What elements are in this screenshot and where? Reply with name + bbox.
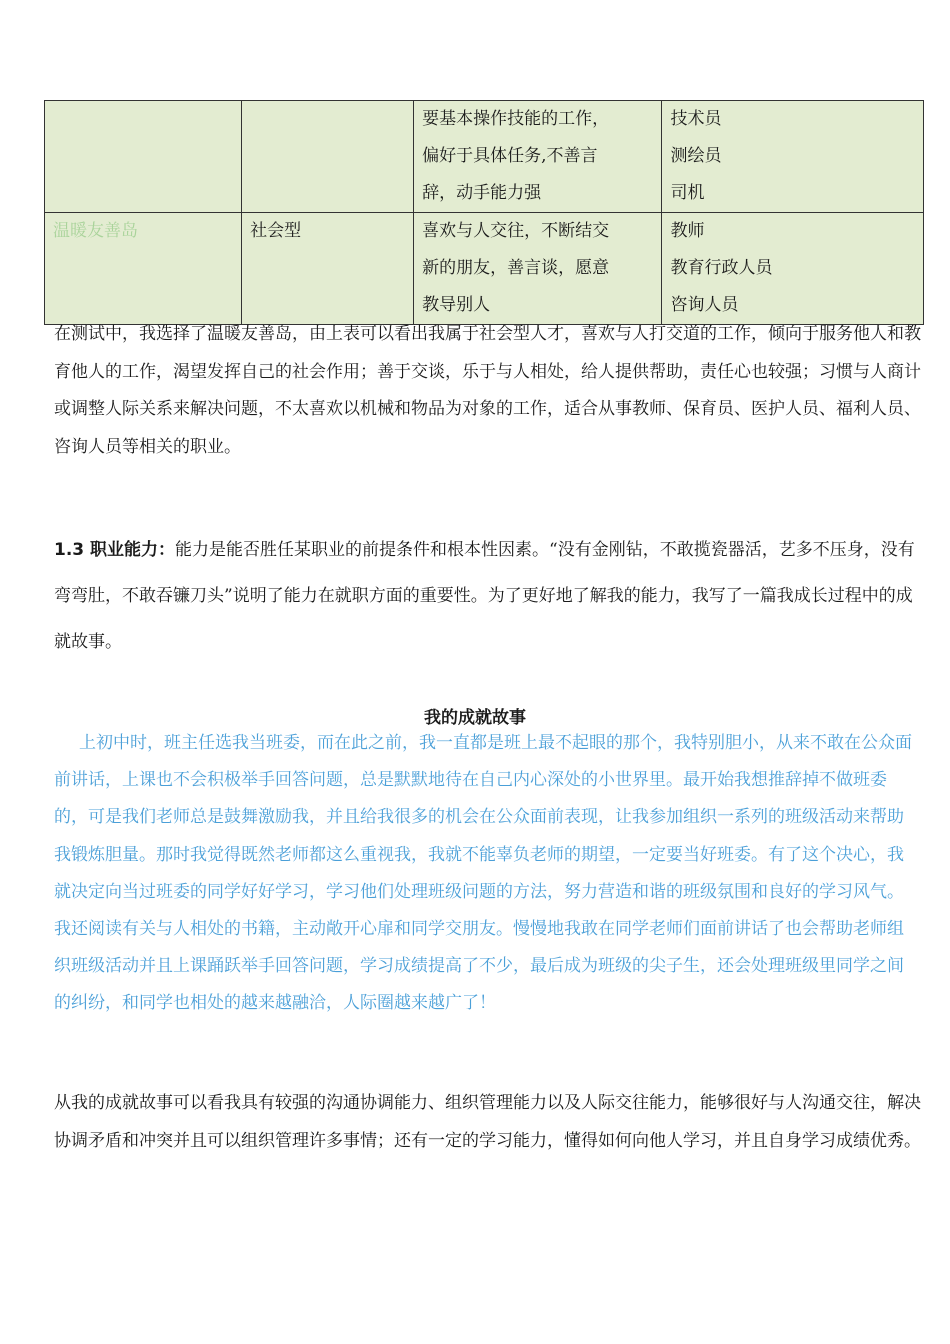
- careers-cell: [662, 213, 924, 325]
- section-body: 能力是能否胜任某职业的前提条件和根本性因素。“没有金刚钻，不敢揽瓷器活，艺多不压身，没有弯弯肚，不敢吞镰刀头”说明了能力在就职方面的重要性。为了更好地了解我的能力，我写了一篇我成长过程中的成就故事。: [54, 540, 915, 652]
- career-item: 咨询人员: [670, 295, 739, 315]
- career-item: 教师: [670, 221, 705, 241]
- section-heading: 1.3 职业能力：: [54, 540, 176, 560]
- career-item: 教育行政人员: [670, 258, 773, 278]
- table-row: [45, 101, 924, 213]
- description-line: 教导别人: [422, 295, 491, 315]
- story-text: 上初中时，班主任选我当班委，而在此之前，我一直都是班上最不起眼的那个，我特别胆小，从来不敢在公众面前讲话，上课也不会积极举手回答问题，总是默默地待在自己内心深处的小世界里。最开始我想推辞掉不做班委的，可是我们老师总是鼓舞激励我，并且给我很多的机会在公众面前表现，让我参加组织一系列的班级活动来帮助我锻炼胆量。那时我觉得既然老师都这么重视我，我就不能辜负老师的期望，一定要当好班委。有了这个决心，我就决定向当过班委的同学好好学习，学习他们处理班级问题的方法，努力营造和谐的班级氛围和良好的学习风气。我还阅读有关与人相处的书籍，主动敞开心扉和同学交朋友。慢慢地我敢在同学老师们面前讲话了也会帮助老师组织班级活动并且上课踊跃举手回答问题，学习成绩提高了不少，最后成为班级的尖子生，还会处理班级里同学之间的纠纷，和同学也相处的越来越融洽，人际圈越来越广了！: [54, 733, 912, 1014]
- description-line: 新的朋友，善言谈，愿意: [422, 258, 610, 278]
- career-item: 测绘员: [670, 146, 722, 166]
- type-cell: [242, 101, 414, 213]
- career-item: 司机: [670, 183, 705, 203]
- description-cell: [414, 101, 662, 213]
- description-line: 偏好于具体任务,不善言: [422, 146, 598, 166]
- story-title: 我的成就故事: [424, 708, 526, 728]
- test-result-paragraph: 在测试中，我选择了温暖友善岛，由上表可以看出我属于社会型人才，喜欢与人打交道的工作，倾向于服务他人和教育他人的工作，渴望发挥自己的社会作用；善于交谈，乐于与人相处，给人提供帮助，责任心也较强；习惯与人商计或调整人际关系来解决问题，不太喜欢以机械和物品为对象的工作，适合从事教师、保育员、医护人员、福利人员、咨询人员等相关的职业。: [54, 324, 921, 457]
- description-cell: [414, 213, 662, 325]
- career-ability-paragraph: [54, 527, 924, 665]
- careers-cell: [662, 101, 924, 213]
- career-item: 技术员: [670, 109, 722, 129]
- island-cell: [45, 101, 242, 213]
- description-line: 喜欢与人交往，不断结交: [422, 221, 610, 241]
- table-row: [45, 213, 924, 325]
- story-body: [54, 725, 914, 1023]
- type-cell: 社会型: [242, 213, 414, 325]
- personality-table: [44, 100, 924, 325]
- island-name: 温暖友善岛: [53, 221, 138, 241]
- island-cell: [45, 213, 242, 325]
- description-line: 辞，动手能力强: [422, 183, 542, 203]
- description-line: 要基本操作技能的工作，: [422, 109, 610, 129]
- conclusion-paragraph: 从我的成就故事可以看我具有较强的沟通协调能力、组织管理能力以及人际交往能力，能够很好与人沟通交往，解决协调矛盾和冲突并且可以组织管理许多事情；还有一定的学习能力，懂得如何向他人学习，并且自身学习成绩优秀。: [54, 1093, 921, 1151]
